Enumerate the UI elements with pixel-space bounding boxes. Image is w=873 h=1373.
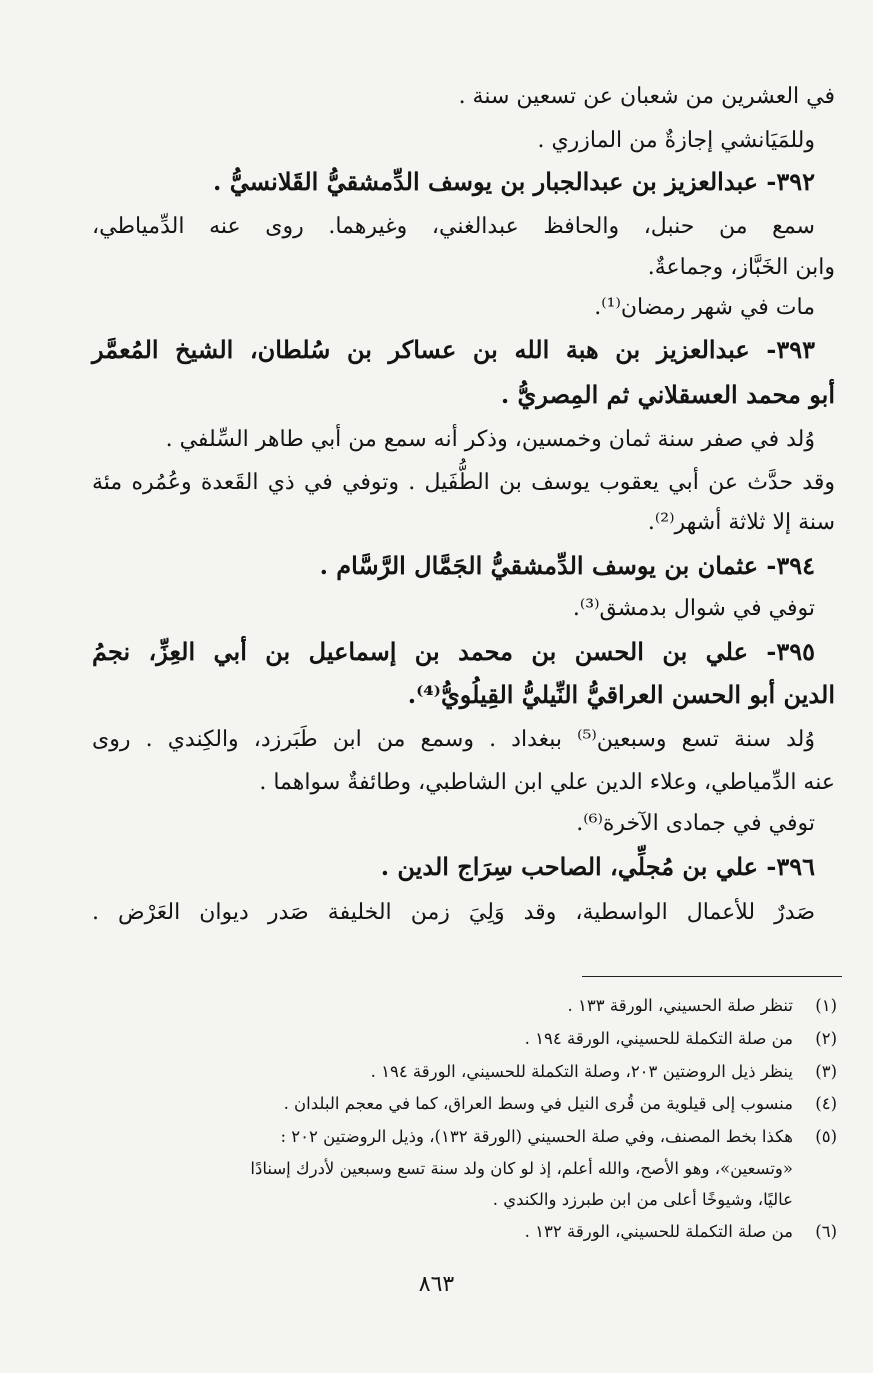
text-line: توفي في شوال بدمشق⁽³⁾. [572, 596, 815, 621]
text-line: وُلد سنة تسع وسبعين⁽⁵⁾ ببغداد . وسمع من ابن طَبَرزد، والكِندي . روى [92, 727, 816, 752]
text-line: سنة إلا ثلاثة أشهر⁽²⁾. [647, 510, 835, 535]
text-line: مات في شهر رمضان⁽¹⁾. [594, 295, 815, 320]
footnote-text: هكذا بخط المصنف، وفي صلة الحسيني (الورقة ١٣٢)، وذيل الروضتين ٢٠٢ : [280, 1127, 793, 1146]
footnote-5-cont: عاليًا، وشيوخًا أعلى من ابن طبرزد والكندي . [492, 1190, 793, 1209]
footnote-text: تنظر صلة الحسيني، الورقة ١٣٣ . [567, 996, 793, 1015]
entry-heading-396: ٣٩٦- علي بن مُجلِّي، الصاحب سِرَاج الدين . [380, 852, 815, 881]
footnote-1 [40, 996, 837, 1016]
text-line: وابن الخَبَّاز، وجماعةٌ. [647, 255, 835, 280]
footnote-text: من صلة التكملة للحسيني، الورقة ١٩٤ . [524, 1029, 793, 1048]
page-number: ٨٦٣ [418, 1272, 455, 1297]
entry-heading-395-cont: الدين أبو الحسن العراقيُّ النِّيليُّ القِيلُويُّ⁽⁴⁾. [407, 680, 835, 709]
footnote-number: (٦) [815, 1222, 837, 1241]
footnote-number: (٢) [815, 1029, 837, 1048]
text-line: في العشرين من شعبان عن تسعين سنة . [458, 84, 835, 109]
text-line: وللمَيَانشي إجازةٌ من المازري . [537, 128, 815, 153]
footnote-6 [40, 1222, 837, 1242]
text-line: عنه الدِّمياطي، وعلاء الدين علي ابن الشاطبي، وطائفةٌ سواهما . [259, 770, 835, 795]
footnote-number: (٣) [815, 1062, 837, 1081]
text-line: توفي في جمادى الآخرة⁽⁶⁾. [576, 811, 815, 836]
footnote-text: ينظر ذيل الروضتين ٢٠٣، وصلة التكملة للحسيني، الورقة ١٩٤ . [370, 1062, 793, 1081]
footnote-3 [40, 1062, 837, 1082]
text-line: سمع من حنبل، والحافظ عبدالغني، وغيرهما. روى عنه الدِّمياطي، [92, 214, 815, 239]
footnote-number: (٥) [815, 1127, 837, 1146]
footnote-5-cont: «وتسعين»، وهو الأصح، والله أعلم، إذ لو كان ولد سنة تسع وسبعين لأدرك إسنادًا [250, 1159, 793, 1178]
footnote-text: منسوب إلى قيلوية من قُرى النيل في وسط العراق، كما في معجم البلدان . [283, 1094, 793, 1113]
entry-heading-394: ٣٩٤- عثمان بن يوسف الدِّمشقيُّ الجَمَّال الرَّسَّام . [319, 551, 815, 580]
footnote-separator [582, 976, 842, 977]
footnote-5 [40, 1127, 837, 1147]
footnote-4 [40, 1094, 837, 1114]
footnote-number: (٤) [815, 1094, 837, 1113]
entry-heading-393: ٣٩٣- عبدالعزيز بن هبة الله بن عساكر بن سُلطان، الشيخ المُعمَّر [92, 335, 815, 364]
footnote-text: من صلة التكملة للحسيني، الورقة ١٣٢ . [524, 1222, 793, 1241]
text-line: وقد حدَّث عن أبي يعقوب يوسف بن الطُّفَيل . وتوفي في ذي القَعدة وعُمُره مئة [92, 470, 835, 495]
entry-heading-392: ٣٩٢- عبدالعزيز بن عبدالجبار بن يوسف الدِّمشقيُّ القَلانسيُّ . [213, 167, 815, 196]
entry-heading-393-cont: أبو محمد العسقلاني ثم المِصريُّ . [500, 380, 835, 409]
text-line: صَدرٌ للأعمال الواسطية، وقد وَلِيَ زمن الخليفة صَدر ديوان العَرْض . [92, 900, 815, 925]
text-line: وُلد في صفر سنة ثمان وخمسين، وذكر أنه سمع من أبي طاهر السِّلفي . [165, 427, 815, 452]
footnote-number: (١) [815, 996, 837, 1015]
entry-heading-395: ٣٩٥- علي بن الحسن بن محمد بن إسماعيل بن أبي العِزِّ، نجمُ [92, 637, 815, 666]
footnote-2 [40, 1029, 837, 1049]
